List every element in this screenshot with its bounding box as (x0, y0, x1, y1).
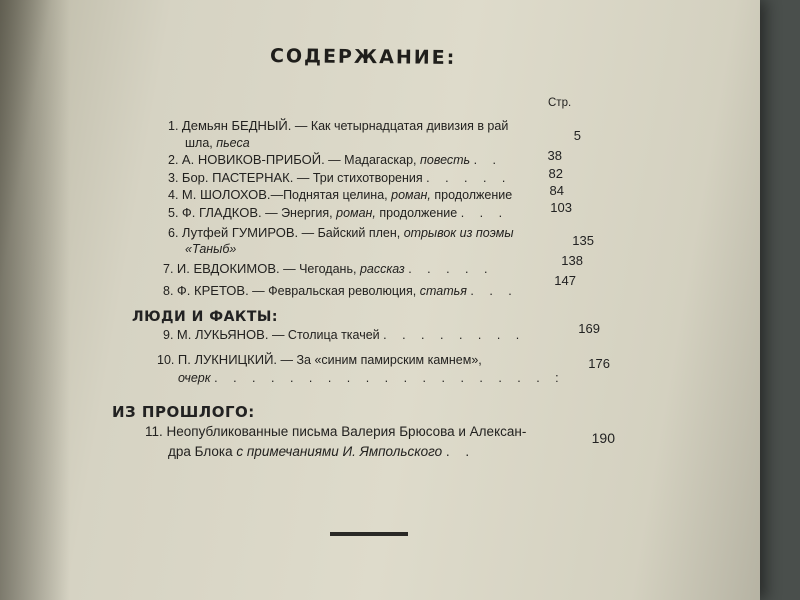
entry-title: Энергия, (281, 206, 333, 220)
entry-title: Чегодань, (299, 262, 357, 276)
entry-author: П. ЛУКНИЦКИЙ. (177, 352, 278, 367)
entry-genre: очерк (178, 371, 211, 385)
entry-author: Демьян БЕДНЫЙ. (181, 118, 292, 133)
list-item (163, 327, 525, 342)
entry-title: Три стихотворения (312, 171, 423, 185)
leader-dots: . . . . . . . . . . . . . . . . . . : (214, 371, 565, 385)
entry-separator: — (324, 153, 345, 167)
entry-genre: роман, (391, 188, 431, 202)
entry-number: 10. (157, 353, 175, 367)
entry-number: 7. (163, 262, 174, 276)
entry-page: 169 (578, 321, 600, 336)
list-item (168, 118, 508, 133)
entry-title: Февральская революция, (268, 284, 417, 298)
entry-author: А. НОВИКОВ-ПРИБОЙ. (181, 152, 325, 167)
entry-number: 8. (163, 284, 174, 298)
entry-title: Столица ткачей (287, 328, 380, 342)
entry-separator: — (277, 353, 297, 367)
list-item (163, 261, 493, 276)
list-item-continuation (185, 136, 250, 150)
entry-separator: — (248, 284, 269, 298)
entry-author: Ф. КРЕТОВ. (176, 283, 249, 298)
leader-dots: . . (473, 153, 503, 167)
entry-separator: — (261, 206, 282, 220)
entry-separator: — (270, 188, 284, 202)
list-item (168, 152, 502, 167)
entry-genre: рассказ (359, 262, 405, 276)
entry-number: 3. (168, 171, 179, 185)
leader-dots: . . (445, 444, 476, 459)
entry-page: 5 (573, 128, 581, 143)
entry-author: И. ЕВДОКИМОВ. (176, 261, 280, 276)
entry-page: 176 (588, 356, 610, 371)
entry-separator: — (293, 171, 313, 185)
entry-number: 9. (163, 328, 174, 342)
entry-genre: роман, (336, 206, 376, 220)
list-item (157, 352, 482, 367)
leader-dots: . . . . . (408, 262, 494, 276)
entry-genre: повесть (419, 153, 471, 167)
list-item (168, 187, 512, 202)
page-title: СОДЕРЖАНИЕ: (269, 45, 457, 69)
list-item (145, 424, 526, 439)
entry-author: Ф. ГЛАДКОВ. (181, 205, 262, 220)
entry-genre: отрывок из поэмы (403, 226, 514, 240)
entry-number: 5. (168, 206, 179, 220)
section-heading-people: ЛЮДИ И ФАКТЫ: (132, 309, 279, 325)
entry-number: 6. (168, 226, 179, 240)
entry-title: Неопубликованные письма Валерия Брюсова и Алексан- (166, 424, 527, 439)
leader-dots: . . . . . (426, 171, 512, 185)
entry-separator: — (298, 226, 318, 240)
entry-page: 190 (591, 430, 615, 446)
entry-number: 4. (168, 188, 179, 202)
entry-title: Поднятая целина, (283, 188, 388, 202)
list-item (168, 205, 508, 220)
entry-page: 82 (548, 166, 563, 181)
entry-title: За «синим памирским камнем», (296, 353, 482, 367)
entry-genre: статья (419, 284, 467, 298)
entry-page: 84 (549, 183, 564, 198)
entry-separator: — (291, 119, 311, 133)
entry-page: 135 (572, 233, 594, 248)
page-column-label: Стр. (548, 97, 572, 109)
entry-genre: пьеса (216, 136, 250, 150)
list-item (168, 170, 511, 185)
list-item (163, 283, 518, 298)
entry-number: 1. (168, 119, 179, 133)
leader-dots: . . . . . . . . (383, 328, 526, 342)
decorative-rule (330, 532, 408, 536)
entry-extra: продолжение (434, 188, 513, 202)
entry-title: Как четырнадцатая дивизия в рай (310, 119, 509, 133)
leader-dots: . . . (460, 206, 509, 220)
entry-page: 147 (554, 273, 576, 288)
entry-separator: — (268, 328, 288, 342)
entry-title-continuation: «Таныб» (185, 242, 237, 256)
entry-extra: продолжение (379, 206, 458, 220)
entry-author: Бор. ПАСТЕРНАК. (181, 170, 294, 185)
entry-title: Байский плен, (317, 226, 401, 240)
entry-author: Лутфей ГУМИРОВ. (181, 225, 299, 240)
entry-title: Мадагаскар, (344, 153, 417, 167)
leader-dots: . . . (470, 284, 518, 298)
list-item-continuation (178, 371, 565, 385)
entry-page: 38 (547, 148, 562, 163)
entry-page: 138 (561, 253, 583, 268)
list-item-continuation (168, 444, 475, 459)
entry-note: с примечаниями И. Ямпольского (236, 444, 443, 459)
entry-separator: — (279, 262, 300, 276)
section-heading-past: ИЗ ПРОШЛОГО: (112, 403, 255, 421)
entry-author: М. ШОЛОХОВ. (181, 187, 271, 202)
entry-title: дра Блока (168, 444, 233, 459)
list-item (168, 225, 514, 240)
entry-title: шла, (185, 136, 213, 150)
entry-page: 103 (550, 200, 572, 215)
entry-number: 2. (168, 153, 179, 167)
entry-author: М. ЛУКЬЯНОВ. (176, 327, 269, 342)
entry-number: 11. (145, 424, 163, 439)
